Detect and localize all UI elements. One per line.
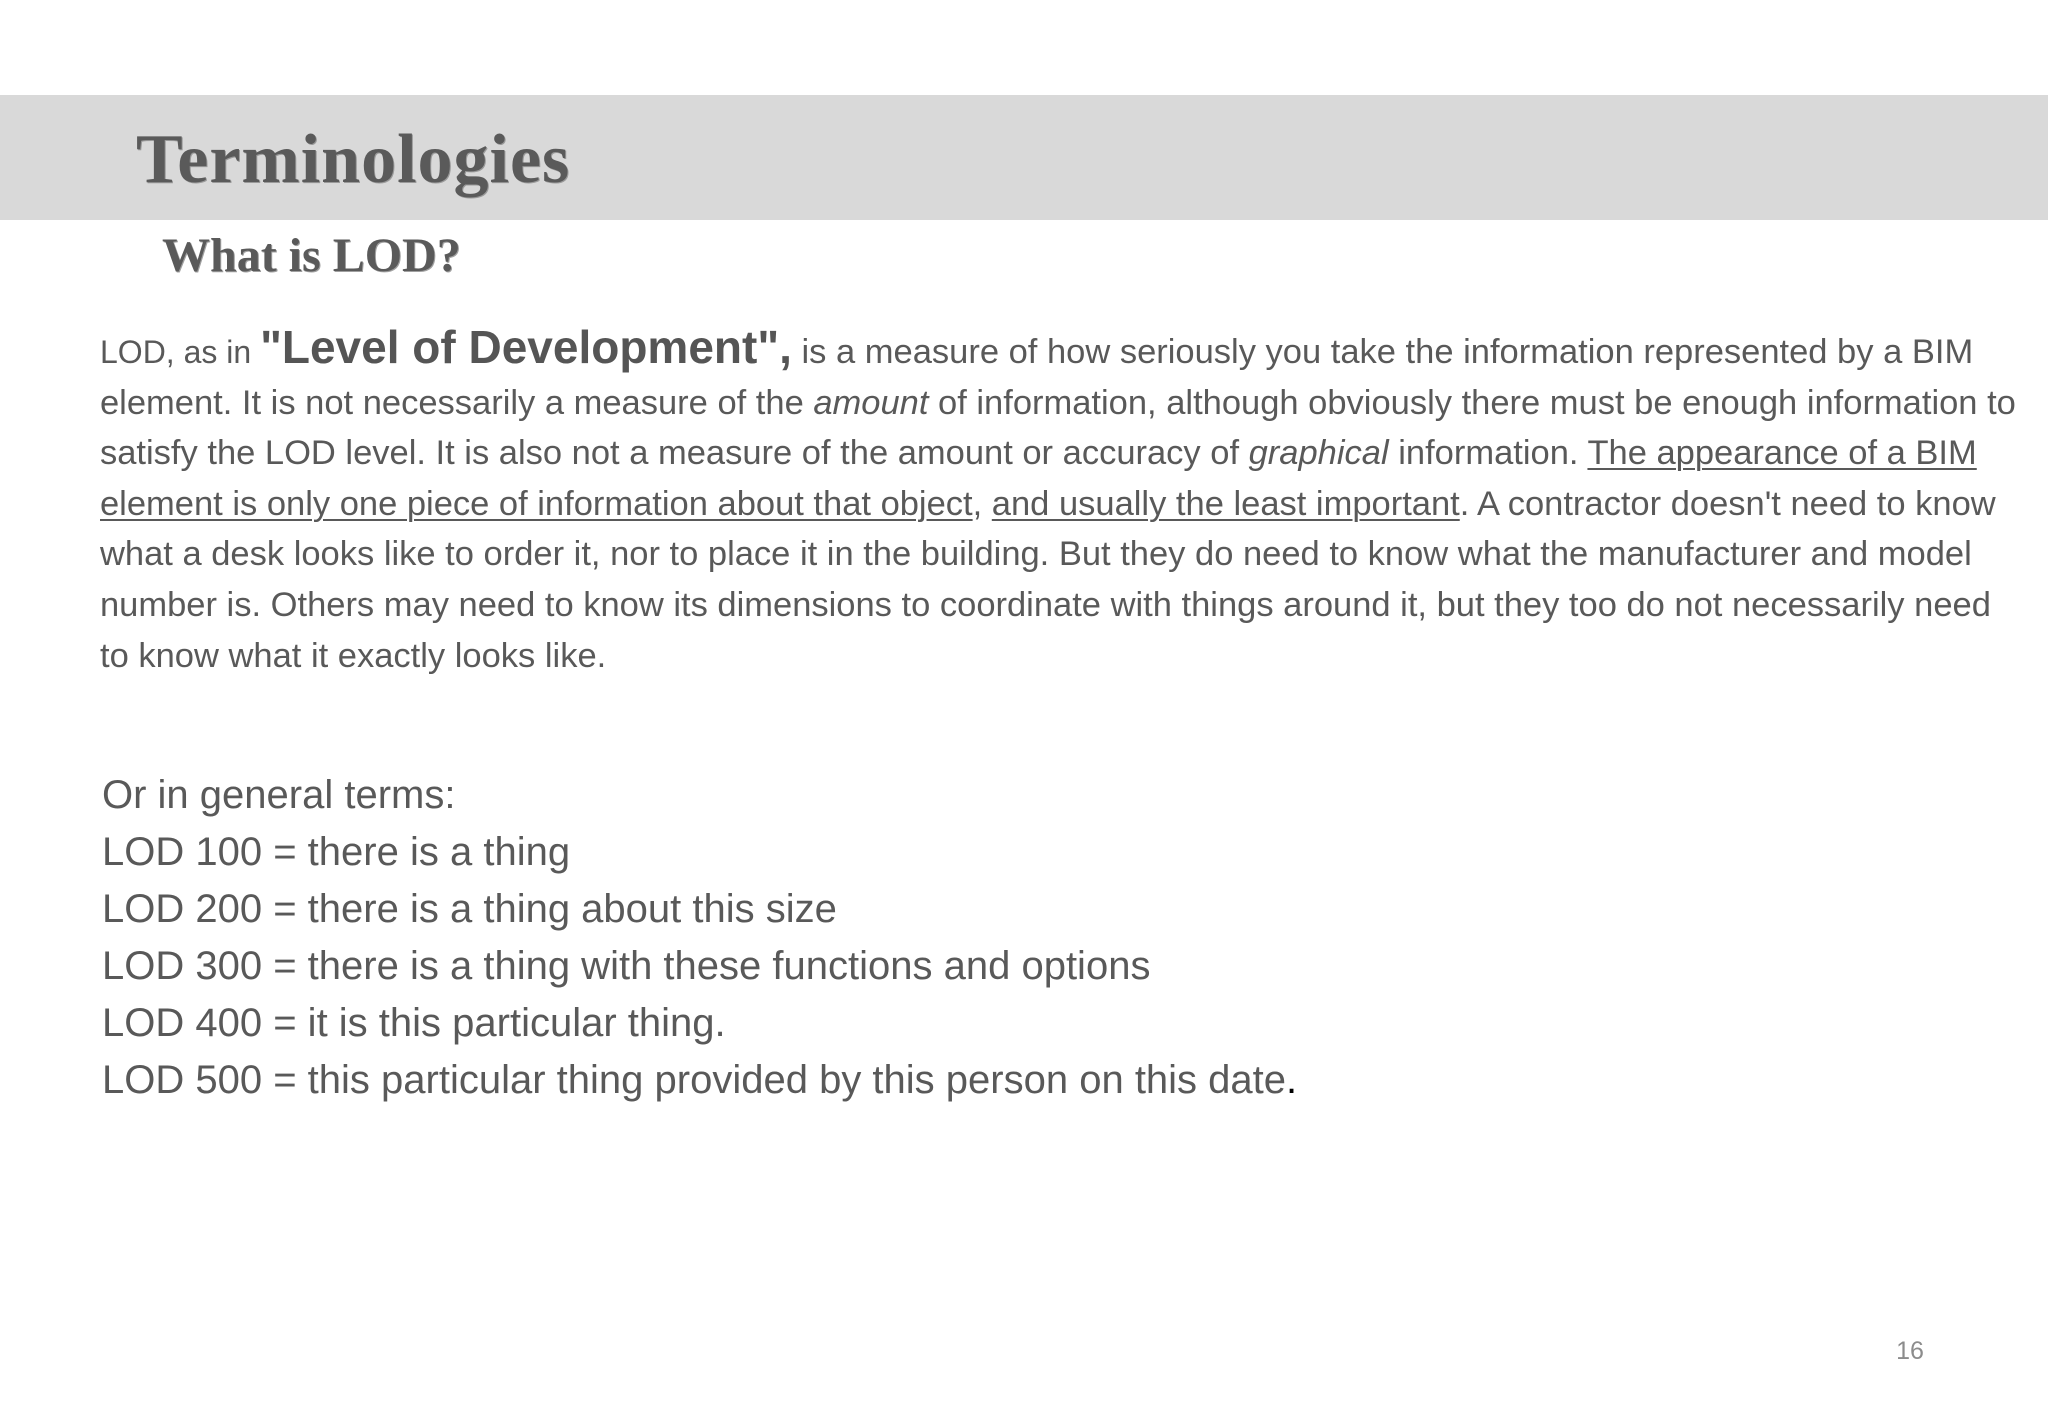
paragraph-lead: LOD, as in	[100, 334, 261, 370]
paragraph-emphasis-graphical: graphical	[1248, 434, 1389, 473]
paragraph-underline-least-important: and usually the least important	[991, 484, 1460, 523]
slide-subtitle: What is LOD?	[162, 229, 461, 282]
lod-levels-list	[102, 767, 2002, 1109]
paragraph-text-2: of information, although obviously there must be enough information to satisfy the LOD level. It is also not a measure of the amount or accuracy of	[100, 383, 2016, 473]
terms-intro: Or in general terms:	[102, 773, 456, 817]
lod-100-item: LOD 100 = there is a thing	[102, 830, 571, 874]
paragraph-text-1: is a measure of how seriously you take the information represented by a BIM element. It is not necessarily a measure of the	[100, 333, 1974, 422]
lod-500-line	[102, 1052, 2002, 1109]
lod-300-item: LOD 300 = there is a thing with these functions and options	[102, 944, 1151, 988]
paragraph-underline-appearance: The appearance of a BIM element is only one piece of information about that object	[100, 434, 1977, 523]
lod-500-item: LOD 500 = this particular thing provided by this person on this date	[102, 1058, 1287, 1102]
page-number: 16	[1896, 1337, 1924, 1365]
lod-definition-paragraph	[100, 322, 2020, 681]
paragraph-comma: ,	[972, 484, 992, 523]
slide-title: Terminologies	[136, 121, 571, 198]
lod-400-item: LOD 400 = it is this particular thing.	[102, 1001, 726, 1045]
paragraph-emphasis-amount: amount	[813, 383, 929, 422]
paragraph-text-4: . A contractor doesn't need to know what a desk looks like to order it, nor to place it in the building. But they do need to know what the manufacturer and model number is. Others may need to know its dimensions to coordinate with things around it, but they too do not necessarily need to know what it exactly looks like.	[100, 484, 1996, 675]
lod-200-item: LOD 200 = there is a thing about this size	[102, 887, 837, 931]
paragraph-term: "Level of Development",	[260, 321, 792, 373]
lod-500-period: .	[1286, 1058, 1298, 1102]
paragraph-text-3: information.	[1388, 434, 1588, 473]
